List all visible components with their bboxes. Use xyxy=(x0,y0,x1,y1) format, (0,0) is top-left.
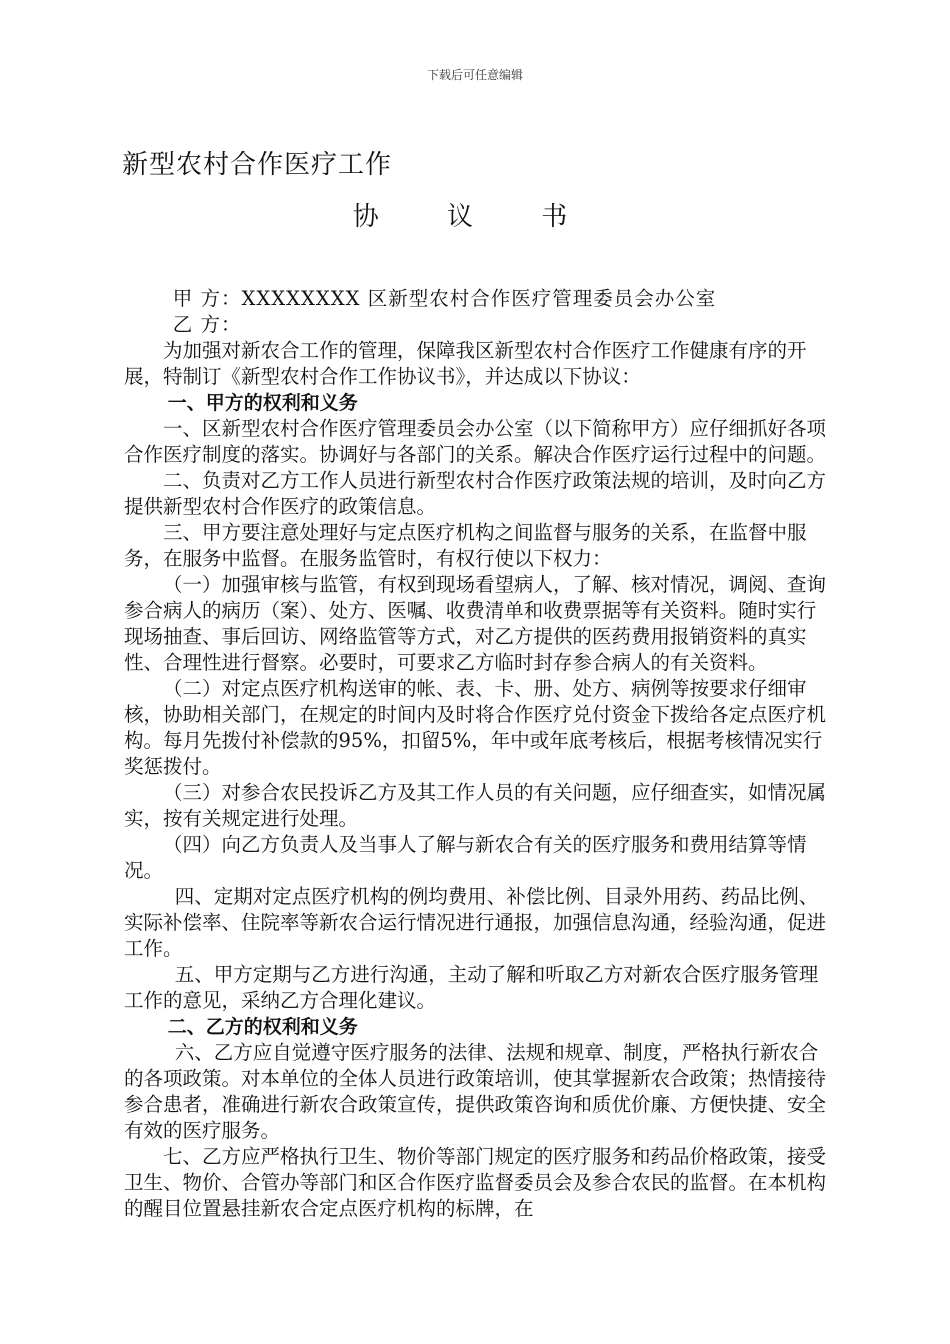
document-body xyxy=(124,286,832,1222)
clause-1: 一、区新型农村合作医疗管理委员会办公室（以下简称甲方）应仔细抓好各项合作医疗制度的落实。协调好与各部门的关系。解决合作医疗运行过程中的问题。 xyxy=(124,417,827,466)
clause-3-item-2: （二）对定点医疗机构送审的帐、表、卡、册、处方、病例等按要求仔细审核，协助相关部门，在规定的时间内及时将合作医疗兑付资金下拨给各定点医疗机构。每月先拨付补偿款的95%，扣留5%，年中或年底考核后，根据考核情况实行奖惩拨付。 xyxy=(124,677,827,778)
document-subtitle: 协 议 书 xyxy=(352,202,598,232)
section-heading-2: 二、乙方的权利和义务 xyxy=(167,1016,358,1038)
section-heading-1: 一、甲方的权利和义务 xyxy=(167,392,358,414)
intro-paragraph: 为加强对新农合工作的管理，保障我区新型农村合作医疗工作健康有序的开展，特制订《新型农村合作工作协议书》，并达成以下协议： xyxy=(124,339,807,388)
document-title: 新型农村合作医疗工作 xyxy=(122,150,393,180)
header-note: 下载后可任意编辑 xyxy=(426,68,523,82)
party-b: 乙 方： xyxy=(172,313,242,336)
clause-3: 三、甲方要注意处理好与定点医疗机构之间监督与服务的关系，在监督中服务，在服务中监督。在服务监管时，有权行使以下权力： xyxy=(124,521,807,570)
clause-2: 二、负责对乙方工作人员进行新型农村合作医疗政策法规的培训，及时向乙方提供新型农村合作医疗的政策信息。 xyxy=(124,469,827,518)
clause-3-item-1: （一）加强审核与监管，有权到现场看望病人，了解、核对情况，调阅、查询参合病人的病历（案）、处方、医嘱、收费清单和收费票据等有关资料。随时实行现场抽查、事后回访、网络监管等方式，对乙方提供的医药费用报销资料的真实性、合理性进行督察。必要时，可要求乙方临时封存参合病人的有关资料。 xyxy=(124,573,827,674)
clause-3-item-4: （四）向乙方负责人及当事人了解与新农合有关的医疗服务和费用结算等情况。 xyxy=(124,833,807,882)
clause-6: 六、乙方应自觉遵守医疗服务的法律、法规和规章、制度，严格执行新农合的各项政策。对本单位的全体人员进行政策培训，使其掌握新农合政策；热情接待参合患者，准确进行新农合政策宣传，提供政策咨询和质优价廉、方便快捷、安全有效的医疗服务。 xyxy=(124,1041,827,1142)
clause-4: 四、定期对定点医疗机构的例均费用、补偿比例、目录外用药、药品比例、实际补偿率、住院率等新农合运行情况进行通报，加强信息沟通，经验沟通，促进工作。 xyxy=(124,885,827,960)
clause-5: 五、甲方定期与乙方进行沟通，主动了解和听取乙方对新农合医疗服务管理工作的意见，采纳乙方合理化建议。 xyxy=(124,963,819,1012)
clause-3-item-3: （三）对参合农民投诉乙方及其工作人员的有关问题，应仔细查实，如情况属实，按有关规定进行处理。 xyxy=(124,781,827,830)
clause-7: 七、乙方应严格执行卫生、物价等部门规定的医疗服务和药品价格政策，接受卫生、物价、合管办等部门和区合作医疗监督委员会及参合农民的监督。在本机构的醒目位置悬挂新农合定点医疗机构的标牌，在 xyxy=(124,1145,827,1220)
party-a: 甲 方：XXXXXXXX 区新型农村合作医疗管理委员会办公室 xyxy=(172,287,717,310)
